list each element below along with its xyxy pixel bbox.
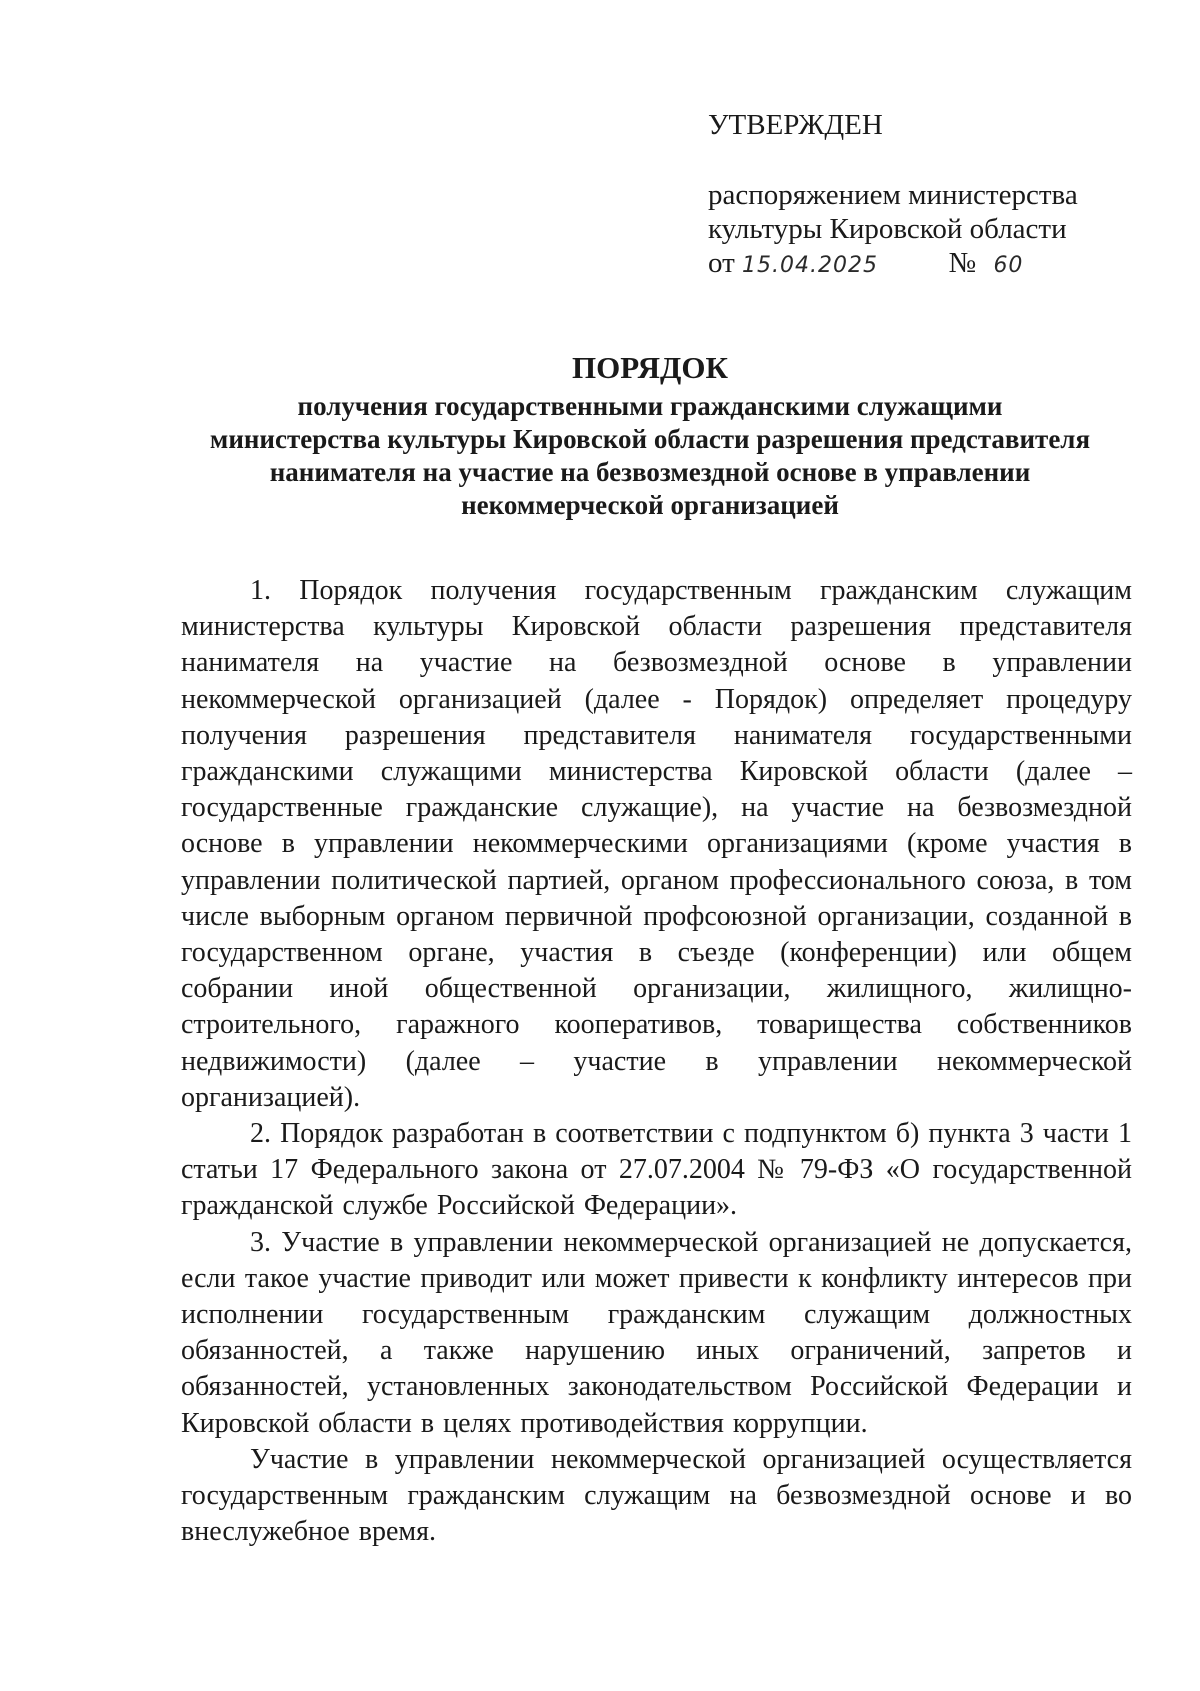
document-subtitle-line-2: министерства культуры Кировской области разрешения представителя <box>209 424 1091 454</box>
handwritten-number: 60 <box>993 253 1024 278</box>
number-sign: № <box>948 247 977 279</box>
date-prefix: от <box>708 247 735 279</box>
approval-block <box>708 108 1128 283</box>
approval-date-line <box>708 246 1128 283</box>
document-subtitle-line-4: некоммерческой организацией <box>461 490 839 520</box>
paragraph-4: Участие в управлении некоммерческой организацией осуществляется государственным гражданским служащим на безвозмездной основе и во внеслужебное время. <box>181 1443 1132 1548</box>
document-subtitle-line-1: получения государственными гражданскими служащими <box>297 391 1003 421</box>
paragraph-2: 2. Порядок разработан в соответствии с подпунктом б) пункта 3 части 1 статьи 17 Федерального закона от 27.07.2004 № 79-ФЗ «О государственной гражданской службе Российской Федерации». <box>181 1118 1132 1222</box>
document-title: ПОРЯДОК <box>572 350 728 385</box>
approval-heading: УТВЕРЖДЕН <box>708 109 883 141</box>
paragraph-1: 1. Порядок получения государственным гражданским служащим министерства культуры Кировской области разрешения представителя нанимателя на участие на безвозмездной основе в управлении некоммерческой организацией (далее - Порядок) определяет процедуру получения разрешения представителя нанимателя государственными гражданскими служащими министерства Кировской области (далее – государственные гражданские служащие), на участие на безвозмездной основе в управлении некоммерческими организациями (кроме участия в управлении политической партией, органом профессионального союза, в том числе выборным органом первичной профсоюзной организации, созданной в государственном органе, участия в съезде (конференции) или общем собрании иной общественной организации, жилищного, жилищно-строительного, гаражного кооперативов, товарищества собственников недвижимости) (далее – участие в управлении некоммерческой организацией). <box>181 575 1132 1113</box>
approval-line-1: распоряжением министерства <box>708 179 1078 211</box>
paragraph-3: 3. Участие в управлении некоммерческой организацией не допускается, если такое участие приводит или может привести к конфликту интересов при исполнении государственным гражданским служащим должностных обязанностей, а также нарушению иных ограничений, запретов и обязанностей, установленных законодательством Российской Федерации и Кировской области в целях противодействия коррупции. <box>181 1226 1132 1439</box>
document-body <box>181 573 1132 1550</box>
approval-line-2: культуры Кировской области <box>708 213 1067 245</box>
document-subtitle-line-3: нанимателя на участие на безвозмездной основе в управлении <box>269 457 1031 487</box>
handwritten-date: 15.04.2025 <box>742 253 879 278</box>
document-title-block <box>160 348 1140 522</box>
